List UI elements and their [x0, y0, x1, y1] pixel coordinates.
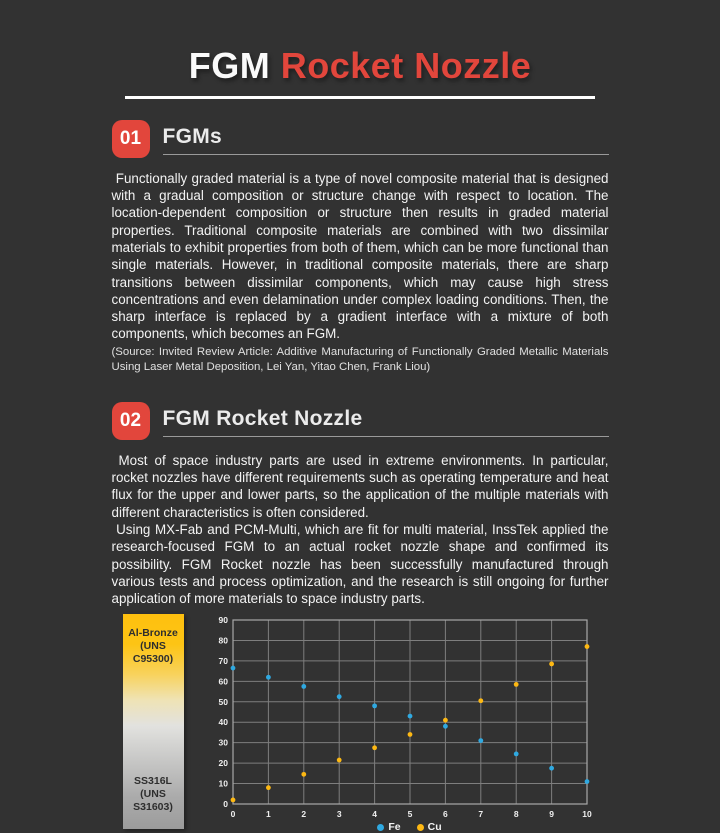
nozzle-paragraph-1: Most of space industry parts are used in extreme environments. In particular, rocket nozzles have different requirements such as operating temperature and heat flux for the upper and lower parts, so the application of the multiple materials with different characteristics is often considered.: [111, 452, 613, 520]
cu-legend-label: Cu: [427, 821, 442, 833]
svg-text:0: 0: [230, 809, 235, 820]
svg-text:20: 20: [218, 758, 228, 769]
section-heading: FGMs: [162, 124, 223, 148]
svg-text:6: 6: [442, 809, 448, 820]
section-heading-rule: [163, 120, 609, 155]
svg-text:4: 4: [371, 809, 377, 820]
top-material-uns: (UNS C95300): [132, 640, 174, 666]
page-title-fgm: FGM: [188, 45, 281, 86]
svg-text:2: 2: [300, 809, 306, 820]
legend-item-fe: [377, 821, 400, 833]
svg-text:80: 80: [218, 635, 228, 646]
cu-legend-dot-icon: [417, 824, 424, 831]
chart-block: [112, 614, 609, 833]
svg-text:0: 0: [222, 799, 228, 810]
page-title: [0, 47, 720, 85]
top-material-name: Al-Bronze: [128, 627, 178, 640]
gradient-bar-bottom-label: [123, 775, 184, 814]
source-citation: (Source: Invited Review Article: Additive Manufacturing of Functionally Graded Metallic Materials Using Laser Metal Deposition, Lei Yan, Yitao Chen, Frank Liou): [111, 345, 612, 373]
content-column: [111, 120, 613, 833]
section-header-fgms: [112, 120, 609, 158]
svg-text:50: 50: [218, 697, 228, 708]
material-gradient-bar: [123, 614, 184, 829]
svg-text:30: 30: [218, 738, 228, 749]
page-title-rocket-nozzle: Rocket Nozzle: [280, 45, 532, 86]
section-heading: FGM Rocket Nozzle: [162, 406, 363, 430]
bottom-material-name: SS316L: [134, 775, 172, 788]
title-divider: [125, 96, 595, 99]
scatter-chart: [211, 614, 593, 820]
nozzle-paragraph-2: Using MX-Fab and PCM-Multi, which are fit for multi material, InssTek applied the research-focused FGM to an actual rocket nozzle shape and confirmed its possibility. FGM Rocket nozzle has been successfully manufactured through various tests and process optimization, and the research is still ongoing for further application of more materials to space industry parts.: [111, 521, 613, 607]
bottom-material-uns: (UNS S31603): [133, 788, 173, 814]
svg-text:40: 40: [218, 717, 228, 728]
svg-text:5: 5: [407, 809, 412, 820]
svg-text:10: 10: [581, 809, 592, 820]
gradient-bar-top-label: [123, 627, 184, 666]
section-number-badge: 02: [112, 402, 150, 440]
chart-legend: [233, 821, 587, 833]
svg-text:1: 1: [265, 809, 271, 820]
svg-text:60: 60: [218, 676, 228, 687]
svg-text:10: 10: [218, 778, 228, 789]
section-header-nozzle: [112, 402, 609, 440]
legend-item-cu: [417, 821, 442, 833]
fe-legend-label: Fe: [388, 821, 401, 833]
svg-text:7: 7: [477, 809, 483, 820]
fe-legend-dot-icon: [377, 824, 384, 831]
svg-text:90: 90: [218, 615, 228, 626]
scatter-chart-wrap: [211, 614, 593, 833]
section-heading-rule: [163, 402, 609, 437]
svg-text:9: 9: [548, 809, 554, 820]
section-number-badge: 01: [112, 120, 150, 158]
svg-text:3: 3: [336, 809, 342, 820]
fgms-paragraph: Functionally graded material is a type of novel composite material that is designed with a gradual composition or structure change with respect to location. The location-dependent composition or structure then results in graded material properties. Traditional composite materials are combined with two dissimilar materials to exhibit properties from both of them, which can be more functional than single materials. However, in traditional composite materials, there are sharp transitions between dissimilar components, which may cause high stress concentrations and even delamination under complex loading conditions. Then, the sharp interface is replaced by a gradient interface with a mixture of both components, which becomes an FGM.: [111, 170, 613, 342]
svg-text:8: 8: [513, 809, 519, 820]
svg-text:70: 70: [218, 656, 228, 667]
